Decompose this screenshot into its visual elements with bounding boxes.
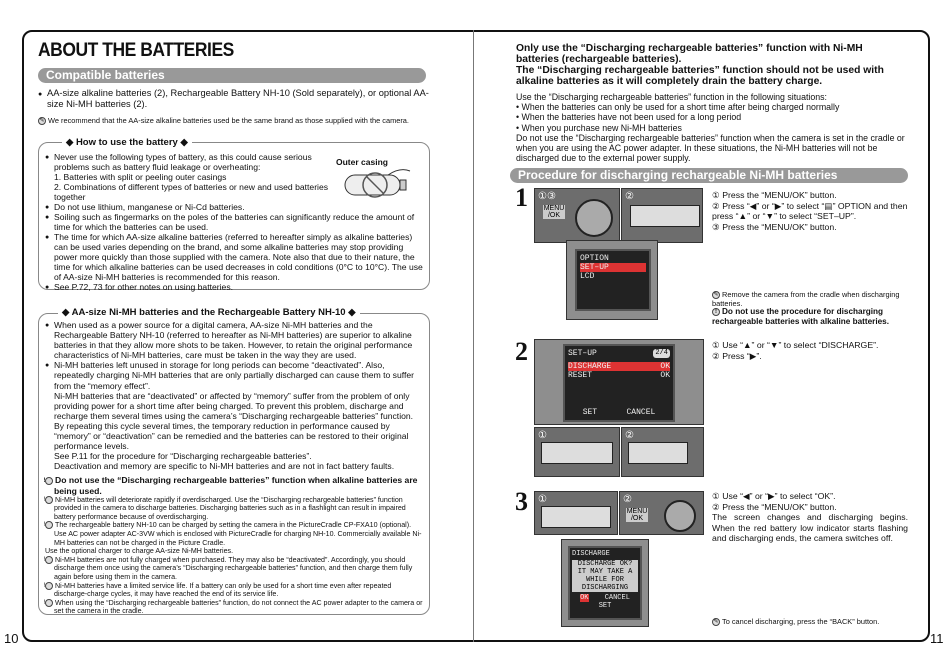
nimh-note4	[43, 555, 423, 582]
page-number-right: 11	[930, 631, 944, 646]
note-icon: ✎	[713, 292, 719, 298]
lcd-photo-3	[561, 539, 649, 627]
nimh-note1-text: Do not use the “Discharging rechargeable batteries” function when alkaline batteries are being used.	[54, 475, 418, 496]
situations-intro: Use the “Discharging rechargeable batteries” function in the following situations:	[516, 92, 827, 102]
step-1-i3: ③ Press the “MENU/OK” button.	[712, 221, 837, 232]
how-to-use-b1: Never use the following types of battery, as this could cause serious problems such as battery fluid leakage or overheating:	[54, 152, 312, 172]
compatible-note	[38, 116, 433, 125]
lcd-choice-cancel: CANCEL	[604, 594, 630, 602]
dpad	[541, 506, 611, 528]
nimh-b1: ● When used as a power source for a digital camera, AA-size Ni-MH batteries and the Rechargeable Battery NH-10 (referred to hereafter as Ni-MH batteries) are superior to alkaline batteries in that they allow more shots to be taken. However, to retain the original performance characteristics of Ni-MH batteries, care must be taken in the way they are used.	[45, 320, 423, 360]
menu-ok-label: MENU /OK	[543, 205, 565, 219]
how-to-use-b1-2: 2. Combinations of different types of batteries or new and used batteries together	[54, 182, 329, 202]
warning-icon: !	[45, 521, 53, 529]
outer-casing-label: Outer casing	[336, 157, 388, 167]
camera-callout: ①③	[538, 191, 556, 202]
warning-2: The “Discharging rechargeable batteries” function should not be used with alkaline batteries as it will completely drain the battery charge.	[516, 65, 884, 87]
menu-ok-button	[575, 199, 613, 237]
nimh-note2-text: Ni-MH batteries will deteriorate rapidly if overdischarged. Use the “Discharging rechargeable batteries” function provided in the camera to discharge batteries. Discharging batteries such as in a flashlight can result in impaired battery performance because of overdischarging.	[54, 495, 406, 521]
situation-2: • When the batteries have not been used for a long period	[516, 112, 742, 123]
how-to-use-item: ● The time for which AA-size alkaline batteries (referred to hereafter simply as alkaline batteries) can be used varies depending on the brand, and some alkaline batteries may stop providing power more quickly than those supplied with the camera. Note also that due to their nature, the time for which alkaline batteries can be used decreases in cold conditions (0°C to 10°C). The use of AA-size Ni-MH batteries is recommended for this reason.	[45, 232, 425, 282]
nimh-note2	[43, 495, 423, 522]
note-icon: ✎	[39, 118, 45, 124]
lcd-footer-set: SET	[598, 602, 612, 610]
warning-block	[516, 43, 906, 87]
nimh-note3-text: The rechargeable battery NH-10 can be charged by setting the camera in the PictureCradle CP-FXA10 (optional). Use AC power adapter AC-3VW which is enclosed with PictureCradle for charging NH-10. Commercially available Ni-MH batteries can not be charged in the Picture Cradle.	[54, 521, 422, 547]
step-1-number: 1	[515, 183, 528, 212]
dpad	[628, 442, 688, 464]
step-1-instructions	[712, 190, 908, 232]
nimh-p3: See P.11 for the procedure for “Discharging rechargeable batteries”.	[54, 451, 312, 462]
lcd-title: DISCHARGE	[572, 550, 610, 558]
how-to-use-item	[45, 152, 330, 202]
how-to-use-item: ● Do not use lithium, manganese or Ni-Cd batteries.	[45, 202, 425, 212]
lcd-row-label: DISCHARGE	[568, 362, 612, 371]
nimh-b2-item	[45, 360, 423, 471]
lcd-photo-2	[534, 339, 704, 425]
step-3-i2: ② Press the “MENU/OK” button.	[712, 501, 837, 512]
lcd-choice-ok: OK	[580, 594, 589, 602]
step-1-note1-text: Remove the camera from the cradle when discharging batteries.	[712, 290, 900, 308]
lcd-footer-set: SET	[582, 408, 598, 417]
step-3-note	[712, 617, 908, 626]
how-to-use-heading: ◆ How to use the battery ◆	[62, 137, 192, 148]
nimh-note4-text: Ni-MH batteries are not fully charged when purchased. They may also be “deactivated”. Accordingly, you should discharge them once using the camera’s “Discharging rechargeable batteries” function, and then charge them fully again before using them in the camera.	[54, 555, 413, 581]
nimh-heading: ◆ AA-size Ni-MH batteries and the Rechargeable Battery NH-10 ◆	[58, 307, 360, 318]
lcd-item-lcd: LCD	[580, 272, 595, 281]
step-3-number: 3	[515, 487, 528, 516]
how-to-use-b1-1: 1. Batteries with split or peeling outer casings	[54, 172, 227, 182]
page-title: ABOUT THE BATTERIES	[38, 40, 234, 61]
situations-dont: Do not use the “Discharging rechargeable batteries” function when the camera is set in the cradle or when you are using the AC power adapter. In these situations, the Ni-MH batteries will not be discharged due to the external power supply.	[516, 132, 905, 164]
step-3-i1: ① Use “◀” or “▶” to select “OK”.	[712, 491, 836, 501]
camera-photo-3a	[534, 491, 618, 535]
compatible-note-text: We recommend that the AA-size alkaline batteries used be the same brand as those supplied with the camera.	[48, 116, 409, 125]
nimh-note5-text: Ni-MH batteries have a limited service life. If a battery can only be used for a short time even after repeated discharge-charge cycles, it may have reached the end of its service life.	[54, 581, 392, 599]
step-3-instructions	[712, 491, 908, 544]
lcd-screen-setup	[563, 344, 675, 422]
warning-icon: !	[45, 556, 53, 564]
compatible-line: ● AA-size alkaline batteries (2), Rechargeable Battery NH-10 (Sold separately), or optional AA-size Ni-MH batteries (2).	[38, 88, 430, 110]
step-3-note-text: To cancel discharging, press the “BACK” button.	[722, 617, 880, 626]
lcd-row-discharge	[568, 362, 670, 371]
warning-icon: !	[45, 477, 53, 485]
lcd-choices	[572, 594, 638, 602]
step-2-i1: ① Use “▲” or “▼” to select “DISCHARGE”.	[712, 340, 879, 350]
nimh-note3	[43, 521, 423, 547]
warning-icon: !	[45, 496, 53, 504]
step-3-i3: The screen changes and discharging begins. When the red battery low indicator starts flashing and discharging ends, the camera switches off.	[712, 512, 908, 544]
page-spine	[473, 30, 474, 642]
nimh-note3b: Use the optional charger to charge AA-size Ni-MH batteries.	[45, 547, 234, 556]
menu-ok-label: MENU /OK	[626, 508, 648, 522]
camera-callout: ②	[623, 494, 632, 505]
nimh-p2: Ni-MH batteries that are “deactivated” or affected by “memory” suffer from the problem of only providing power for a short time after being charged. To prevent this problem, discharge and recharge them several times using the camera’s “Discharging rechargeable batteries” function. By repeating this cycle several times, the temporary reduction in performance caused by “memory” or “deactivation” can be remedied and the batteries can be restored to their original performance levels.	[54, 390, 414, 452]
step-1-i2: ② Press “◀” or “▶” to select “▤” OPTION and then press “▲” or “▼” to select “SET–UP”.	[712, 200, 908, 222]
situation-3: • When you purchase new Ni-MH batteries	[516, 122, 682, 133]
lcd-row-value: OK	[660, 371, 670, 380]
lcd-header	[568, 349, 670, 358]
lcd-screen-option	[575, 249, 651, 311]
situations-block	[516, 92, 908, 163]
warning-1: Only use the “Discharging rechargeable batteries” function with Ni-MH batteries (rechargeable batteries).	[516, 43, 863, 65]
compatible-list	[38, 88, 430, 110]
nimh-notes	[45, 496, 423, 616]
nimh-note6-text: When using the “Discharging rechargeable batteries” function, do not connect the AC power adapter to the camera or set the camera in the cradle.	[54, 598, 423, 616]
lcd-page: 2/4	[655, 349, 668, 357]
dpad	[630, 205, 700, 227]
camera-callout: ①	[538, 430, 547, 441]
warning-icon: !	[45, 582, 53, 590]
situation-1: • When the batteries can only be used for a short time after being charged normally	[516, 102, 840, 113]
lcd-footer	[568, 408, 670, 417]
lcd-screen-discharge	[568, 546, 642, 620]
step-1-i1: ① Press the “MENU/OK” button.	[712, 190, 837, 200]
lcd-photo-1	[566, 240, 658, 320]
nimh-note6	[43, 598, 423, 616]
camera-photo-2a	[534, 427, 620, 477]
camera-callout: ①	[538, 494, 547, 505]
battery-illustration	[340, 167, 415, 201]
camera-photo-1a	[534, 188, 620, 243]
camera-photo-3b	[619, 491, 704, 535]
note-icon: ✎	[713, 619, 719, 625]
lcd-row-reset	[568, 371, 670, 380]
lcd-row-label: RESET	[568, 371, 593, 380]
lcd-row-value: OK	[660, 362, 670, 371]
camera-callout: ②	[625, 430, 634, 441]
warning-icon: !	[45, 599, 53, 607]
nimh-note1	[45, 475, 423, 495]
nimh-p4: Deactivation and memory are specific to Ni-MH batteries and are not in fact battery faults.	[54, 461, 395, 472]
nimh-note5	[43, 581, 423, 599]
how-to-use-item: ● See P.72, 73 for other notes on using batteries.	[45, 282, 425, 292]
step-1-note2	[712, 307, 908, 327]
nimh-b2: Ni-MH batteries left unused in storage for long periods can become “deactivated”. Also, repeatedly charging Ni-MH batteries that are only partially discharged can cause them to suffer from the “memory effect”.	[54, 360, 415, 391]
step-1-note1	[712, 290, 908, 308]
camera-photo-1b	[621, 188, 703, 243]
menu-ok-button	[664, 500, 696, 532]
lcd-message: DISCHARGE OK? IT MAY TAKE A WHILE FOR DISCHARGING	[572, 560, 638, 592]
warning-icon: !	[712, 308, 720, 316]
step-2-instructions	[712, 340, 908, 361]
step-2-i2: ② Press “▶”.	[712, 350, 762, 361]
camera-photo-2b	[621, 427, 704, 477]
procedure-heading: Procedure for discharging rechargeable Ni-MH batteries	[510, 168, 908, 183]
step-1-note2-text: Do not use the procedure for discharging rechargeable batteries with alkaline batteries.	[712, 307, 890, 326]
lcd-item-setup: SET–UP	[580, 263, 646, 272]
dpad	[541, 442, 613, 464]
camera-callout: ②	[625, 191, 634, 202]
nimh-list	[45, 320, 423, 471]
page-number-left: 10	[4, 631, 19, 646]
lcd-title: SET–UP	[568, 349, 597, 358]
lcd-title: OPTION	[580, 254, 609, 263]
how-to-use-item: ● Soiling such as fingermarks on the poles of the batteries can significantly reduce the amount of time for which the batteries can be used.	[45, 212, 425, 232]
nimh-content	[45, 320, 423, 616]
step-2-number: 2	[515, 337, 528, 366]
lcd-footer-cancel: CANCEL	[626, 408, 656, 417]
compatible-heading: Compatible batteries	[38, 68, 426, 83]
